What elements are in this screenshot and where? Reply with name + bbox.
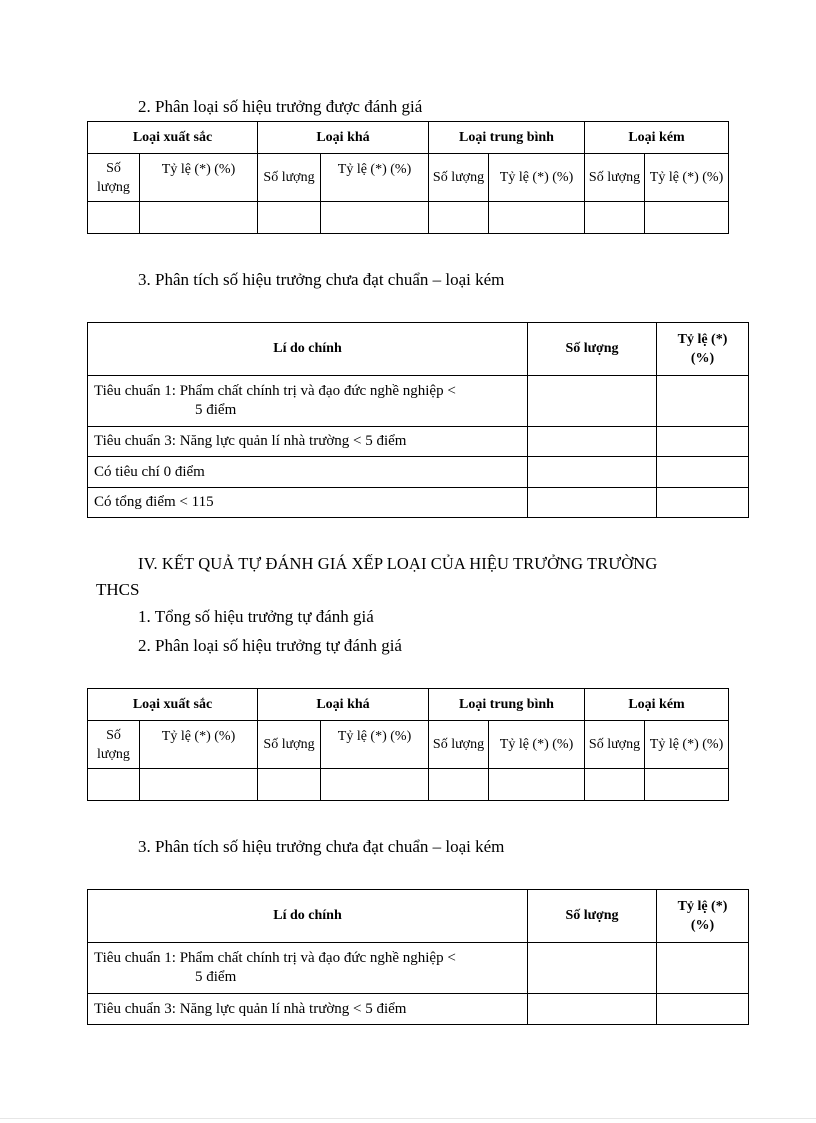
- subheader-count: Số lượng: [258, 721, 321, 769]
- header-count: Số lượng: [528, 323, 657, 376]
- header-rate: Tỷ lệ (*) (%): [657, 890, 749, 943]
- cell-empty: [657, 488, 749, 518]
- table-row: [88, 488, 749, 518]
- section-4-title-continued: THCS: [96, 580, 140, 599]
- reason-cell: Tiêu chuẩn 3: Năng lực quản lí nhà trường < 5 điểm: [88, 427, 528, 457]
- cell-empty: [528, 457, 657, 488]
- group-header-weak: Loại kém: [585, 689, 729, 721]
- table-row: [88, 376, 749, 427]
- cell-empty: [657, 994, 749, 1025]
- cell-empty: [321, 202, 429, 234]
- subheader-rate: Tỷ lệ (*) (%): [645, 721, 729, 769]
- table-row: [88, 994, 749, 1025]
- cell-empty: [88, 769, 140, 801]
- cell-empty: [489, 769, 585, 801]
- subheader-count: Số lượng: [258, 154, 321, 202]
- cell-empty: [585, 769, 645, 801]
- subheader-rate: Tỷ lệ (*) (%): [321, 721, 429, 769]
- cell-empty: [528, 994, 657, 1025]
- section-2-heading: 2. Phân loại số hiệu trưởng được đánh giá: [138, 97, 423, 116]
- group-header-excellent: Loại xuất sắc: [88, 689, 258, 721]
- header-rate: Tỷ lệ (*) (%): [657, 323, 749, 376]
- subheader-count: Số lượng: [429, 721, 489, 769]
- cell-empty: [645, 769, 729, 801]
- cell-empty: [429, 202, 489, 234]
- table-row: [88, 427, 749, 457]
- cell-empty: [489, 202, 585, 234]
- subheader-count: Số lượng: [429, 154, 489, 202]
- subheader-count: Số lượng: [88, 154, 140, 202]
- subheader-rate: Tỷ lệ (*) (%): [489, 154, 585, 202]
- analysis-table-evaluated: [87, 322, 749, 518]
- cell-empty: [321, 769, 429, 801]
- cell-empty: [657, 427, 749, 457]
- section-4-3-heading: 3. Phân tích số hiệu trưởng chưa đạt chuẩn – loại kém: [138, 837, 505, 856]
- cell-empty: [528, 488, 657, 518]
- reason-cell: Có tiêu chí 0 điểm: [88, 457, 528, 488]
- header-reason: Lí do chính: [88, 890, 528, 943]
- cell-empty: [429, 769, 489, 801]
- cell-empty: [528, 376, 657, 427]
- subheader-rate: Tỷ lệ (*) (%): [140, 721, 258, 769]
- section-4-item-2: 2. Phân loại số hiệu trưởng tự đánh giá: [138, 636, 402, 655]
- page-bottom-divider: [0, 1118, 816, 1119]
- reason-cell: Tiêu chuẩn 1: Phẩm chất chính trị và đạo đức nghề nghiệp < 5 điểm: [88, 943, 528, 994]
- table-row: [88, 769, 729, 801]
- cell-empty: [140, 769, 258, 801]
- section-3-heading: 3. Phân tích số hiệu trưởng chưa đạt chuẩn – loại kém: [138, 270, 505, 289]
- cell-empty: [528, 427, 657, 457]
- cell-empty: [657, 376, 749, 427]
- reason-cell: Tiêu chuẩn 1: Phẩm chất chính trị và đạo đức nghề nghiệp < 5 điểm: [88, 376, 528, 427]
- group-header-good: Loại khá: [258, 689, 429, 721]
- header-reason: Lí do chính: [88, 323, 528, 376]
- section-4-title: IV. KẾT QUẢ TỰ ĐÁNH GIÁ XẾP LOẠI CỦA HIỆU TRƯỞNG TRƯỜNG: [138, 554, 658, 573]
- subheader-rate: Tỷ lệ (*) (%): [321, 154, 429, 202]
- section-4-item-1: 1. Tổng số hiệu trưởng tự đánh giá: [138, 607, 374, 626]
- analysis-table-self: [87, 889, 749, 1025]
- group-header-average: Loại trung bình: [429, 122, 585, 154]
- cell-empty: [258, 202, 321, 234]
- cell-empty: [528, 943, 657, 994]
- table-row: [88, 457, 749, 488]
- reason-cell: Có tổng điểm < 115: [88, 488, 528, 518]
- table-row: [88, 943, 749, 994]
- cell-empty: [585, 202, 645, 234]
- subheader-count: Số lượng: [585, 721, 645, 769]
- cell-empty: [657, 943, 749, 994]
- subheader-rate: Tỷ lệ (*) (%): [489, 721, 585, 769]
- cell-empty: [657, 457, 749, 488]
- group-header-excellent: Loại xuất sắc: [88, 122, 258, 154]
- group-header-good: Loại khá: [258, 122, 429, 154]
- table-row: [88, 202, 729, 234]
- classification-table-evaluated: [87, 121, 729, 234]
- classification-table-self: [87, 688, 729, 801]
- group-header-average: Loại trung bình: [429, 689, 585, 721]
- subheader-rate: Tỷ lệ (*) (%): [645, 154, 729, 202]
- cell-empty: [140, 202, 258, 234]
- header-count: Số lượng: [528, 890, 657, 943]
- cell-empty: [645, 202, 729, 234]
- subheader-count: Số lượng: [585, 154, 645, 202]
- subheader-rate: Tỷ lệ (*) (%): [140, 154, 258, 202]
- subheader-count: Số lượng: [88, 721, 140, 769]
- cell-empty: [88, 202, 140, 234]
- cell-empty: [258, 769, 321, 801]
- group-header-weak: Loại kém: [585, 122, 729, 154]
- reason-cell: Tiêu chuẩn 3: Năng lực quản lí nhà trường < 5 điểm: [88, 994, 528, 1025]
